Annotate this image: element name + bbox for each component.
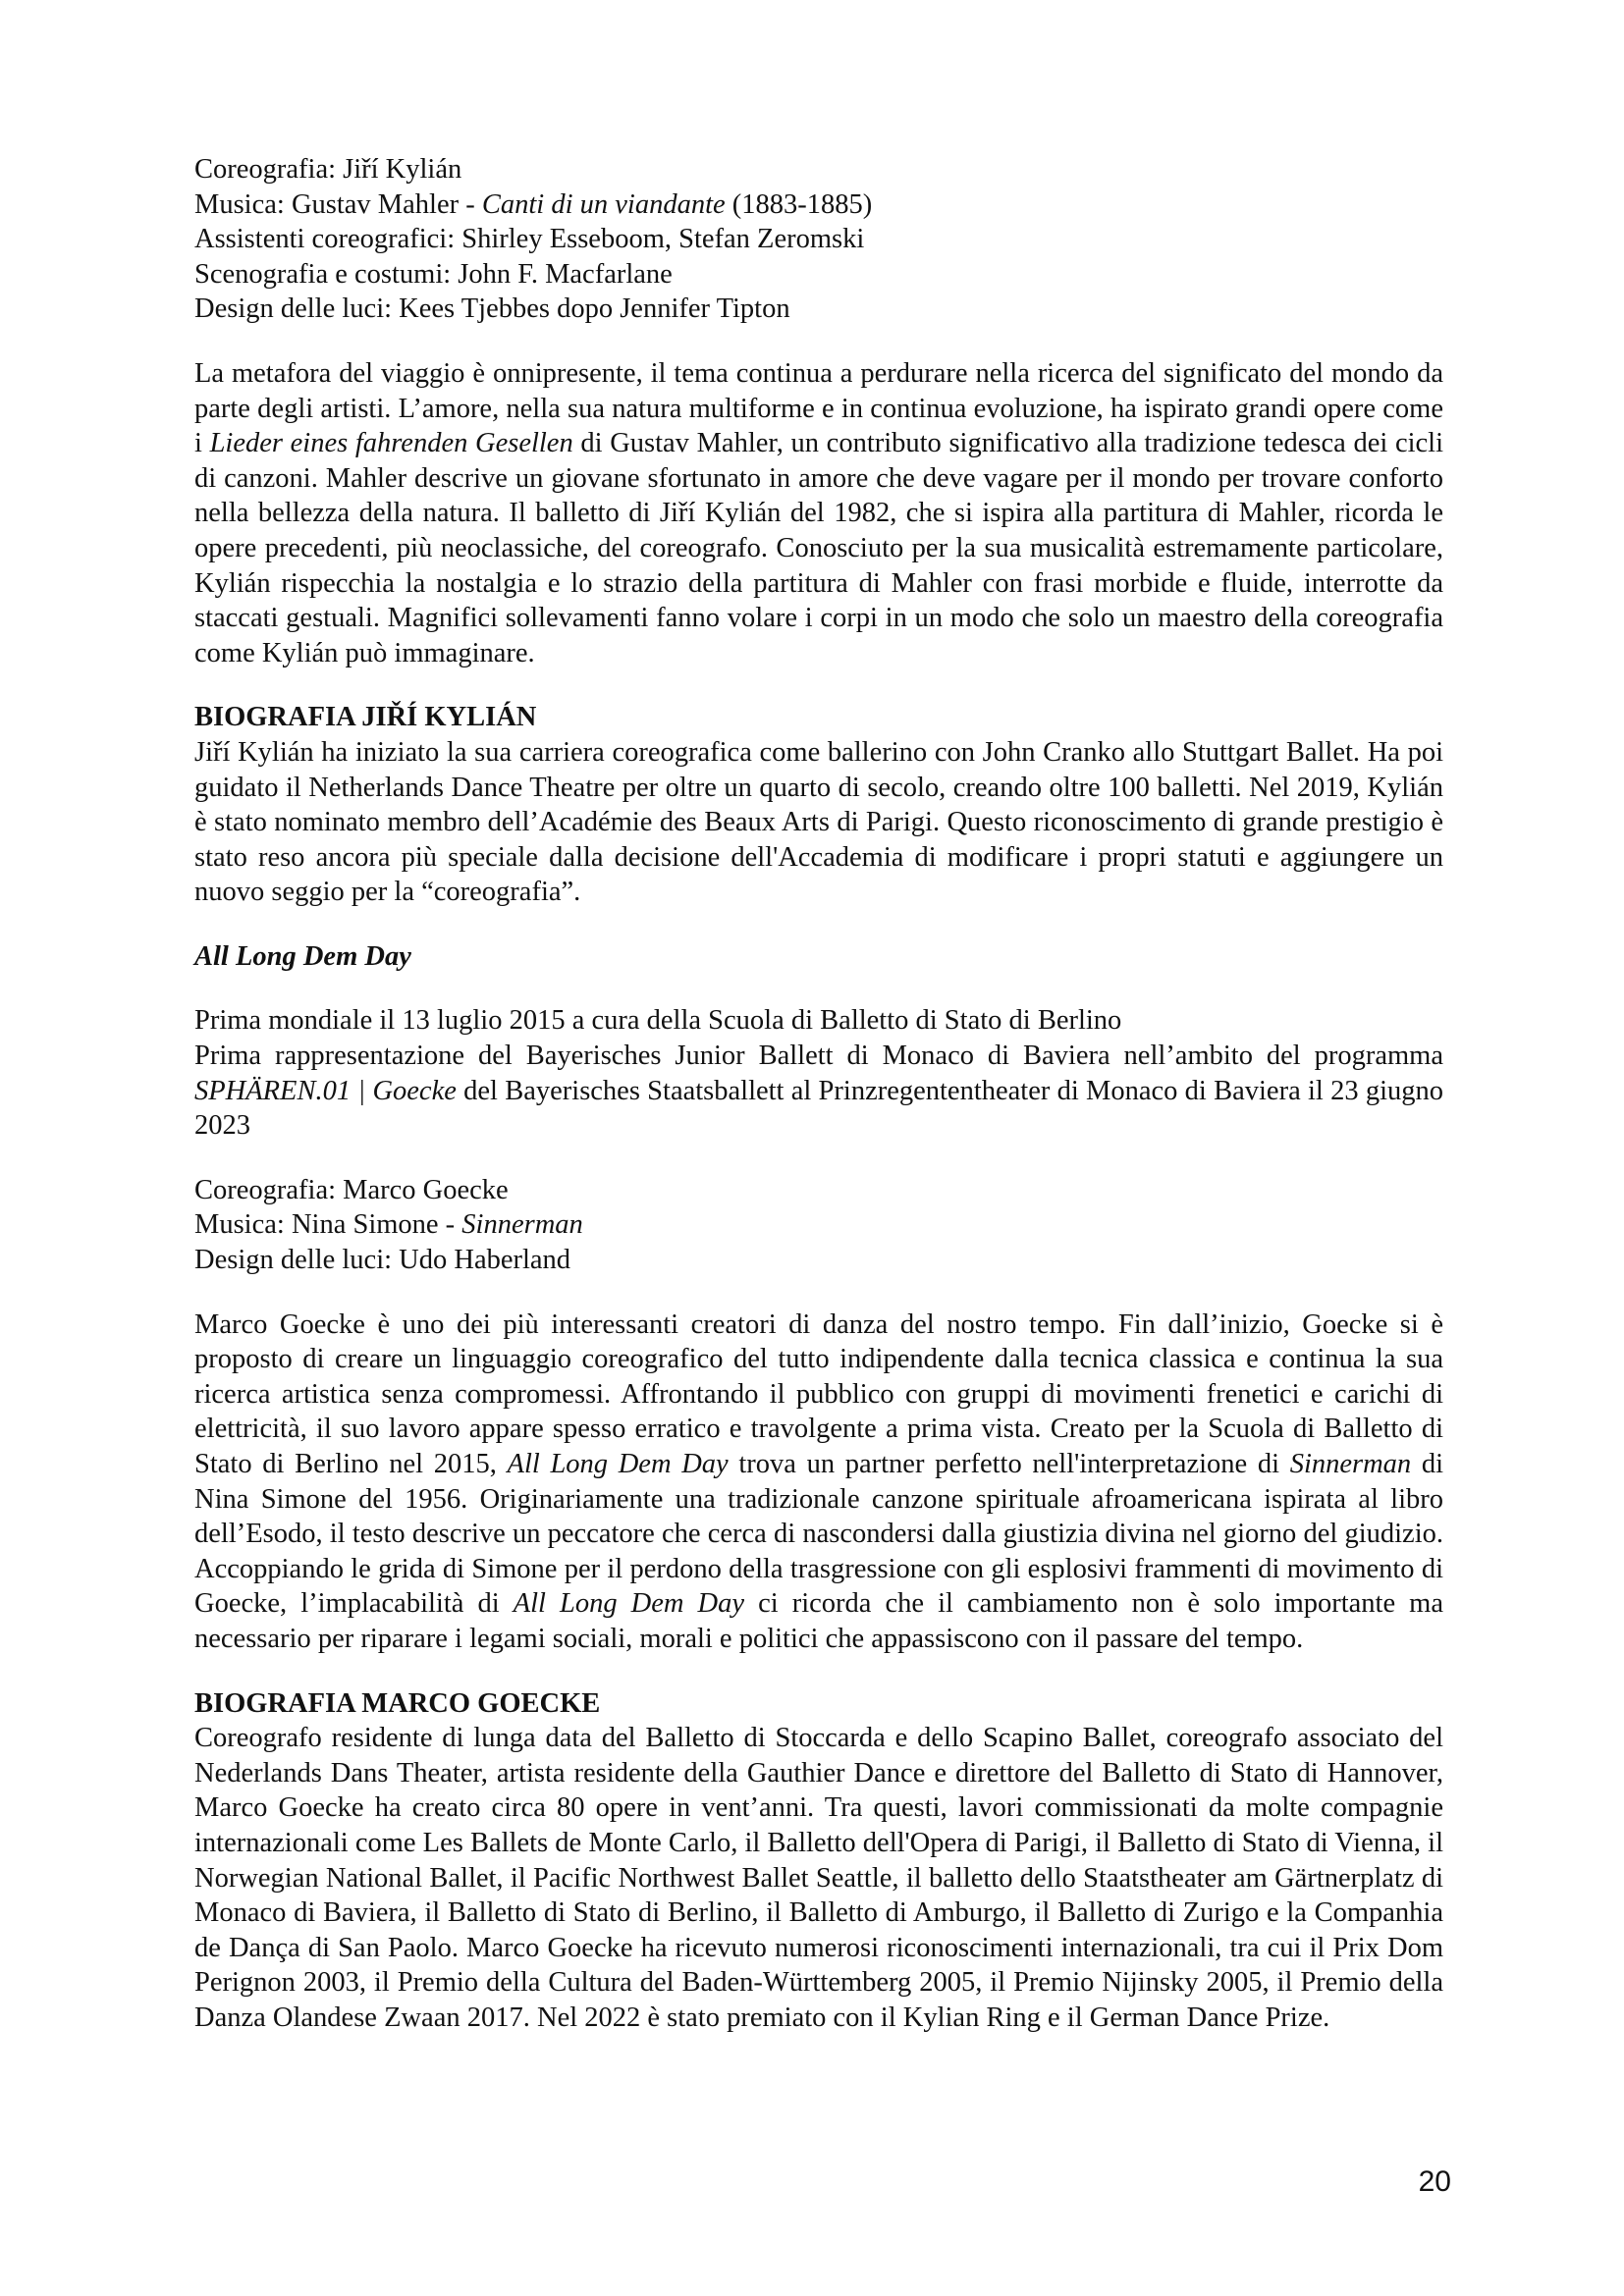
credit-scenography: Scenografia e costumi: John F. Macfarlane	[194, 258, 673, 290]
premiere-munich-text: Prima rappresentazione del Bayerisches Junior Ballett di Monaco di Baviera nell’ambito del programma	[194, 1041, 1443, 1072]
work-title: All Long Dem Day	[194, 940, 411, 972]
description-text: Marco Goecke è uno dei più interessanti creatori di danza del nostro tempo. Fin dall’inizio, Goecke si è proposto di creare un linguaggio coreografico del tutto indipendente dalla tecnica classica e continua la sua ricerca artistica senza compromessi. Affrontando il pubblico con gruppi di movimenti frenetici e carichi di elettricità, il suo lavoro appare spesso erratico e travolgente a prima vista. Creato per la Scuola di Balletto di Stato di Berlino nel 2015,	[194, 1308, 1443, 1479]
credits-block-goecke	[194, 1173, 1443, 1278]
description-text: di Gustav Mahler, un contributo significativo alla tradizione tedesca dei cicli di canzoni. Mahler descrive un giovane sfortunato in amore che deve vagare per il mondo per trovare conforto nella bellezza della natura. Il balletto di Jiří Kylián del 1982, che si ispira alla partitura di Mahler, ricorda le opere precedenti, più neoclassiche, del coreografo. Conosciuto per la sua musicalità estremamente particolare, Kylián rispecchia la nostalgia e lo strazio della partitura di Mahler con frasi morbide e fluide, interrotte da staccati gestuali. Magnifici sollevamenti fanno volare i corpi in un modo che solo un maestro della coreografia come Kylián può immaginare.	[194, 428, 1443, 668]
credit-music	[194, 187, 1443, 223]
credit-music-prefix: Musica: Gustav Mahler -	[194, 188, 482, 220]
premiere-block	[194, 1003, 1443, 1143]
credit-choreography: Coreografia: Jiří Kylián	[194, 154, 462, 185]
premiere-munich-program: SPHÄREN.01 | Goecke	[194, 1075, 457, 1106]
premiere-world: Prima mondiale il 13 luglio 2015 a cura della Scuola di Balletto di Stato di Berlino	[194, 1005, 1122, 1037]
credit-lighting: Design delle luci: Kees Tjebbes dopo Jennifer Tipton	[194, 294, 790, 325]
document-page	[194, 152, 1443, 2036]
credit-music-work: Sinnerman	[461, 1209, 583, 1241]
section-heading-bio-kylian: BIOGRAFIA JIŘÍ KYLIÁN	[194, 702, 537, 733]
credit-assistants: Assistenti coreografici: Shirley Esseboom, Stefan Zeromski	[194, 224, 865, 255]
credit-music-work: Canti di un viandante	[481, 188, 726, 220]
description-italic: All Long Dem Day	[513, 1588, 745, 1620]
section-heading-bio-goecke: BIOGRAFIA MARCO GOECKE	[194, 1687, 601, 1719]
credit-music	[194, 1207, 1443, 1243]
credit-choreography: Coreografia: Marco Goecke	[194, 1174, 509, 1205]
description-text: La metafora del viaggio è onnipresente, il tema continua a perdurare nella ricerca del significato del mondo da parte degli artisti. L’amore, nella sua natura multiforme e in continua evoluzione, ha ispirato grandi opere come i	[194, 357, 1443, 459]
description-italic: Lieder eines fahrenden Gesellen	[209, 428, 573, 459]
credit-music-suffix: (1883-1885)	[725, 188, 873, 220]
description-text: ci ricorda che il cambiamento non è solo importante ma necessario per riparare i legami sociali, morali e politici che appassiscono con il passare del tempo.	[194, 1588, 1444, 1654]
credit-lighting: Design delle luci: Udo Haberland	[194, 1245, 571, 1276]
description-paragraph-goecke	[194, 1308, 1443, 1657]
premiere-munich-text: del Bayerisches Staatsballett al Prinzregententheater di Monaco di Baviera il 23 giugno 2023	[194, 1075, 1443, 1142]
description-text: trova un partner perfetto nell'interpretazione di	[728, 1449, 1290, 1479]
credits-block-kylian	[194, 152, 1443, 327]
description-text: di Nina Simone del 1956. Originariamente una tradizionale canzone spirituale afroamericana ispirata al libro dell’Esodo, il testo descrive un peccatore che cerca di nascondersi dalla giustizia divina nel giorno del giudizio. Accoppiando le grida di Simone per il perdono della trasgressione con gli esplosivi frammenti di movimento di Goecke, l’implacabilità di	[194, 1449, 1444, 1620]
description-italic: All Long Dem Day	[507, 1449, 729, 1479]
page-number: 20	[1418, 2165, 1451, 2198]
bio-paragraph-kylian: Jiří Kylián ha iniziato la sua carriera coreografica come ballerino con John Cranko allo Stuttgart Ballet. Ha poi guidato il Netherlands Dance Theatre per oltre un quarto di secolo, creando oltre 100 balletti. Nel 2019, Kylián è stato nominato membro dell’Académie des Beaux Arts di Parigi. Questo riconoscimento di grande prestigio è stato reso ancora più speciale dalla decisione dell'Accademia di modificare i propri statuti e aggiungere un nuovo seggio per la “coreografia”.	[194, 736, 1443, 908]
description-paragraph-kylian	[194, 356, 1443, 670]
credit-music-prefix: Musica: Nina Simone -	[194, 1209, 462, 1241]
bio-paragraph-goecke: Coreografo residente di lunga data del Balletto di Stoccarda e dello Scapino Ballet, coreografo associato del Nederlands Dans Theater, artista residente della Gauthier Dance e direttore del Balletto di Stato di Hannover, Marco Goecke ha creato circa 80 opere in vent’anni. Tra questi, lavori commissionati da molte compagnie internazionali come Les Ballets de Monte Carlo, il Balletto dell'Opera di Parigi, il Balletto di Stato di Vienna, il Norwegian National Ballet, il Pacific Northwest Ballet Seattle, il balletto dello Staatstheater am Gärtnerplatz di Monaco di Baviera, il Balletto di Stato di Berlino, il Balletto di Amburgo, il Balletto di Zurigo e la Companhia de Dança di San Paolo. Marco Goecke ha ricevuto numerosi riconoscimenti internazionali, tra cui il Prix Dom Perignon 2003, il Premio della Cultura del Baden-Württemberg 2005, il Premio Nijinsky 2005, il Premio della Danza Olandese Zwaan 2017. Nel 2022 è stato premiato con il Kylian Ring e il German Dance Prize.	[194, 1723, 1443, 2033]
description-italic: Sinnerman	[1289, 1449, 1412, 1479]
